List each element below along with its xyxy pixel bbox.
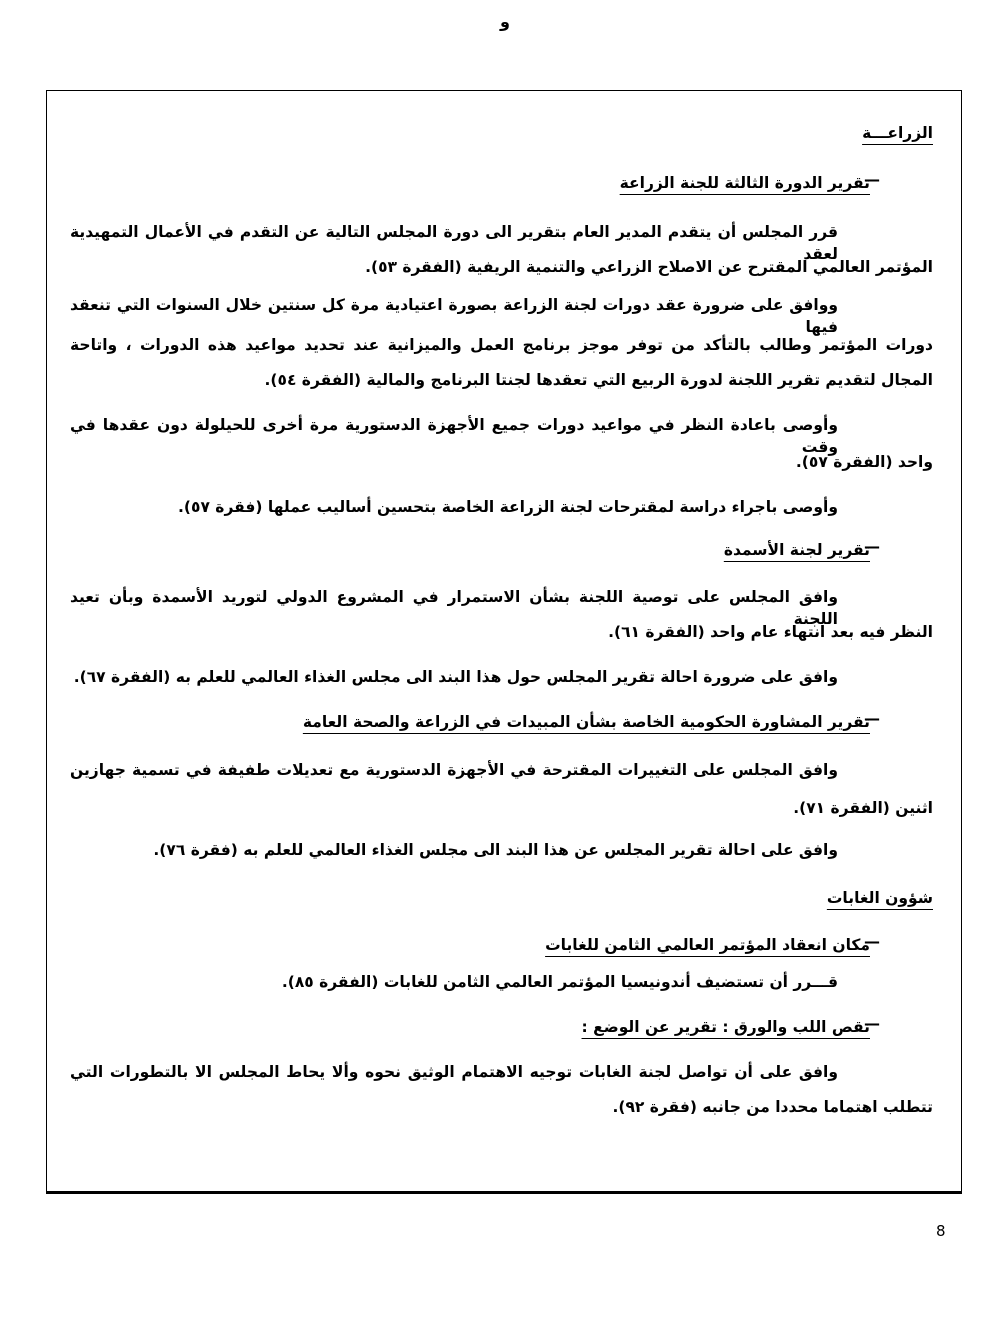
paragraph-line: وافق على أن تواصل لجنة الغابات توجيه الاهتمام الوثيق نحوه وألا يحاط المجلس الا بالتطورات التي [70, 1063, 838, 1081]
paragraph-line: قـــرر أن تستضيف أندونيسيا المؤتمر العالمي الثامن للغابات (الفقرة ٨٥). [281, 973, 838, 991]
paragraph-line: اثنين (الفقرة ٧١). [793, 799, 933, 817]
subsection-heading: تقرير المشاورة الحكومية الخاصة بشأن المبيدات في الزراعة والصحة العامة [302, 713, 870, 731]
subsection-heading: نقص اللب والورق : تقرير عن الوضع : [581, 1018, 870, 1036]
paragraph-line: وافق المجلس على توصية اللجنة بشأن الاستمرار في المشروع الدولي لتوريد الأسمدة وبأن تعيد اللجنة [70, 588, 838, 628]
paragraph-line: وافق على ضرورة احالة تقرير المجلس حول هذا البند الى مجلس الغذاء العالمي للعلم به (الفقرة ٦٧). [73, 668, 838, 686]
dash-bullet: — [864, 932, 880, 951]
paragraph-line: قرر المجلس أن يتقدم المدير العام بتقرير الى دورة المجلس التالية عن التقدم في الأعمال التمهيدية لعقد [70, 223, 838, 263]
section-heading: الزراعـــة [862, 124, 933, 142]
subsection-heading: تقرير الدورة الثالثة للجنة الزراعة [619, 174, 870, 192]
paragraph-line: وافق المجلس على التغييرات المقترحة في الأجهزة الدستورية مع تعديلات طفيفة في تسمية جهازين [70, 761, 838, 779]
paragraph-line: واحد (الفقرة ٥٧). [795, 453, 933, 471]
dash-bullet: — [864, 537, 880, 556]
paragraph-line: ووافق على ضرورة عقد دورات لجنة الزراعة بصورة اعتيادية مرة كل سنتين خلال السنوات التي تنعقد فيها [70, 296, 838, 336]
page-mark: و [500, 12, 510, 31]
paragraph-line: وأوصى باجراء دراسة لمقترحات لجنة الزراعة الخاصة بتحسين أساليب عملها (فقرة ٥٧). [178, 498, 838, 516]
dash-bullet: — [864, 1014, 880, 1033]
paragraph-line: وأوصى باعادة النظر في مواعيد دورات جميع الأجهزة الدستورية مرة أخرى للحيلولة دون عقدها في وقت [70, 416, 838, 456]
dash-bullet: — [864, 709, 880, 728]
paragraph-line: المؤتمر العالمي المقترح عن الاصلاح الزراعي والتنمية الريفية (الفقرة ٥٣). [365, 258, 933, 276]
section-heading: شؤون الغابات [826, 889, 933, 907]
subsection-heading: مكان انعقاد المؤتمر العالمي الثامن للغابات [545, 936, 870, 954]
dash-bullet: — [864, 170, 880, 189]
paragraph-line: وافق على احالة تقرير المجلس عن هذا البند الى مجلس الغذاء العالمي للعلم به (فقرة ٧٦). [153, 841, 838, 859]
subsection-heading: تقرير لجنة الأسمدة [723, 541, 870, 559]
paragraph-line: تتطلب اهتماما محددا من جانبه (فقرة ٩٢). [612, 1098, 933, 1116]
paragraph-line: المجال لتقديم تقرير اللجنة لدورة الربيع التي تعقدها لجنتا البرنامج والمالية (الفقرة ٥٤). [264, 371, 933, 389]
paragraph-line: النظر فيه بعد انتهاء عام واحد (الفقرة ٦١). [608, 623, 933, 641]
page-number: 8 [936, 1222, 946, 1240]
paragraph-line: دورات المؤتمر وطالب بالتأكد من توفر موجز برنامج العمل والميزانية عند تحديد مواعيد هذه الدورات ، واتاحة [70, 336, 933, 354]
